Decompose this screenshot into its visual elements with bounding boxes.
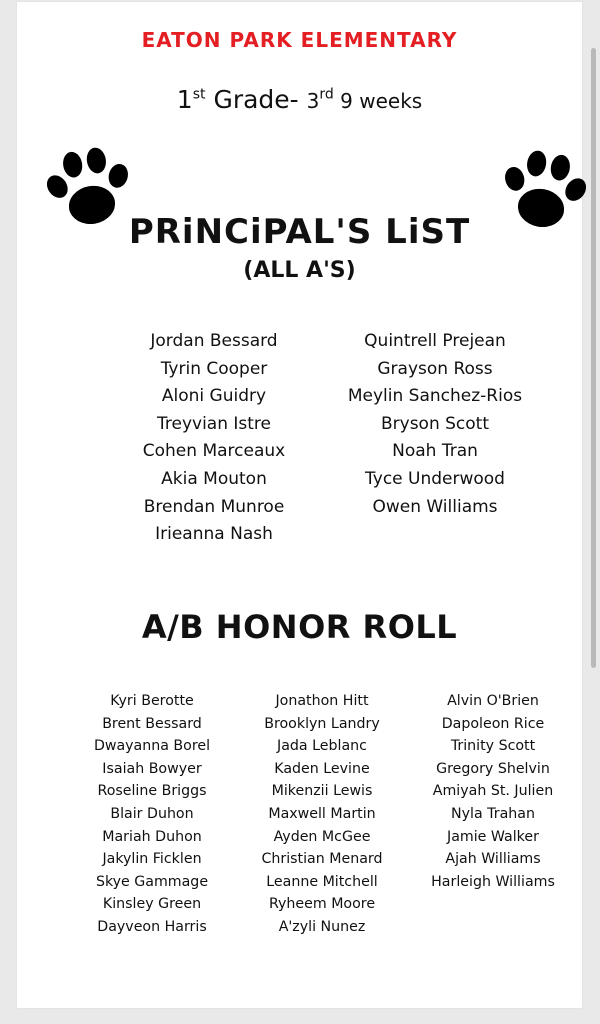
student-name: Kaden Levine: [274, 760, 370, 777]
student-name: Ajah Williams: [445, 851, 541, 868]
student-name: Brent Bessard: [102, 715, 202, 732]
student-name: Jordan Bessard: [150, 331, 278, 351]
student-name: Cohen Marceaux: [142, 441, 286, 462]
student-name: Akia Mouton: [161, 468, 267, 489]
honor-roll-column-3: [403, 690, 583, 893]
student-name: Roseline Briggs: [97, 783, 207, 800]
school-name: EATON PARK ELEMENTARY: [141, 28, 458, 52]
honor-roll-column-1: [62, 690, 242, 939]
student-name: Amiyah St. Julien: [432, 783, 554, 800]
student-name: Aloni Guidry: [161, 386, 267, 407]
grade-suffix: st: [192, 86, 206, 103]
quarter-suffix: rd: [319, 86, 334, 103]
quarter-number: 3: [306, 89, 320, 113]
student-name: Treyvian Istre: [156, 413, 271, 434]
honor-roll-column-2: [232, 690, 412, 939]
principals-list-column-1: [104, 328, 324, 549]
student-name: Nyla Trahan: [451, 805, 535, 822]
student-name: Mikenzii Lewis: [271, 783, 373, 800]
student-name: Ryheem Moore: [268, 896, 376, 913]
student-name: Dwayanna Borel: [93, 738, 211, 755]
student-name: Irieanna Nash: [155, 524, 273, 545]
student-name: Mariah Duhon: [102, 828, 202, 845]
student-name: Meylin Sanchez-Rios: [347, 386, 523, 407]
student-name: Leanne Mitchell: [266, 873, 378, 890]
student-name: Grayson Ross: [377, 358, 493, 379]
bottom-margin: [0, 1010, 600, 1024]
student-name: Jada Leblanc: [277, 738, 367, 755]
grade-label: Grade-: [205, 85, 307, 114]
student-name: Brooklyn Landry: [264, 715, 380, 732]
student-name: Noah Tran: [392, 441, 478, 462]
vertical-scrollbar[interactable]: [591, 48, 596, 668]
student-name: Maxwell Martin: [268, 805, 376, 822]
student-name: Jonathon Hitt: [275, 693, 369, 709]
student-name: Tyce Underwood: [365, 468, 505, 489]
student-name: Brendan Munroe: [143, 496, 285, 517]
principals-list-title: PRiNCiPAL'S LiST: [128, 212, 471, 252]
student-name: Jamie Walker: [447, 828, 539, 845]
student-name: Owen Williams: [372, 496, 498, 517]
student-name: Quintrell Prejean: [364, 331, 506, 351]
student-name: Jakylin Ficklen: [102, 851, 202, 868]
student-name: Kyri Berotte: [110, 693, 194, 709]
period-label: 9 weeks: [333, 89, 423, 113]
student-name: Ayden McGee: [273, 828, 371, 845]
principals-list-column-2: [325, 328, 545, 521]
student-name: Trinity Scott: [450, 738, 536, 755]
student-name: Dapoleon Rice: [441, 715, 545, 732]
student-name: Alvin O'Brien: [447, 693, 539, 709]
student-name: Gregory Shelvin: [436, 760, 550, 777]
student-name: Kinsley Green: [102, 896, 202, 913]
student-name: Skye Gammage: [95, 873, 209, 890]
student-name: Christian Menard: [261, 851, 383, 868]
student-name: Harleigh Williams: [431, 873, 555, 890]
grade-number: 1: [176, 85, 193, 114]
flyer-card: [17, 2, 582, 1008]
student-name: Dayveon Harris: [97, 918, 207, 935]
honor-roll-title: A/B HONOR ROLL: [141, 608, 458, 646]
principals-list-subtitle: (ALL A'S): [243, 258, 356, 283]
student-name: A'zyli Nunez: [278, 918, 366, 935]
student-name: Blair Duhon: [110, 805, 194, 822]
student-name: Isaiah Bowyer: [102, 760, 202, 777]
grade-period-subtitle: [17, 85, 582, 114]
student-name: Bryson Scott: [380, 413, 490, 434]
student-name: Tyrin Cooper: [160, 358, 268, 379]
